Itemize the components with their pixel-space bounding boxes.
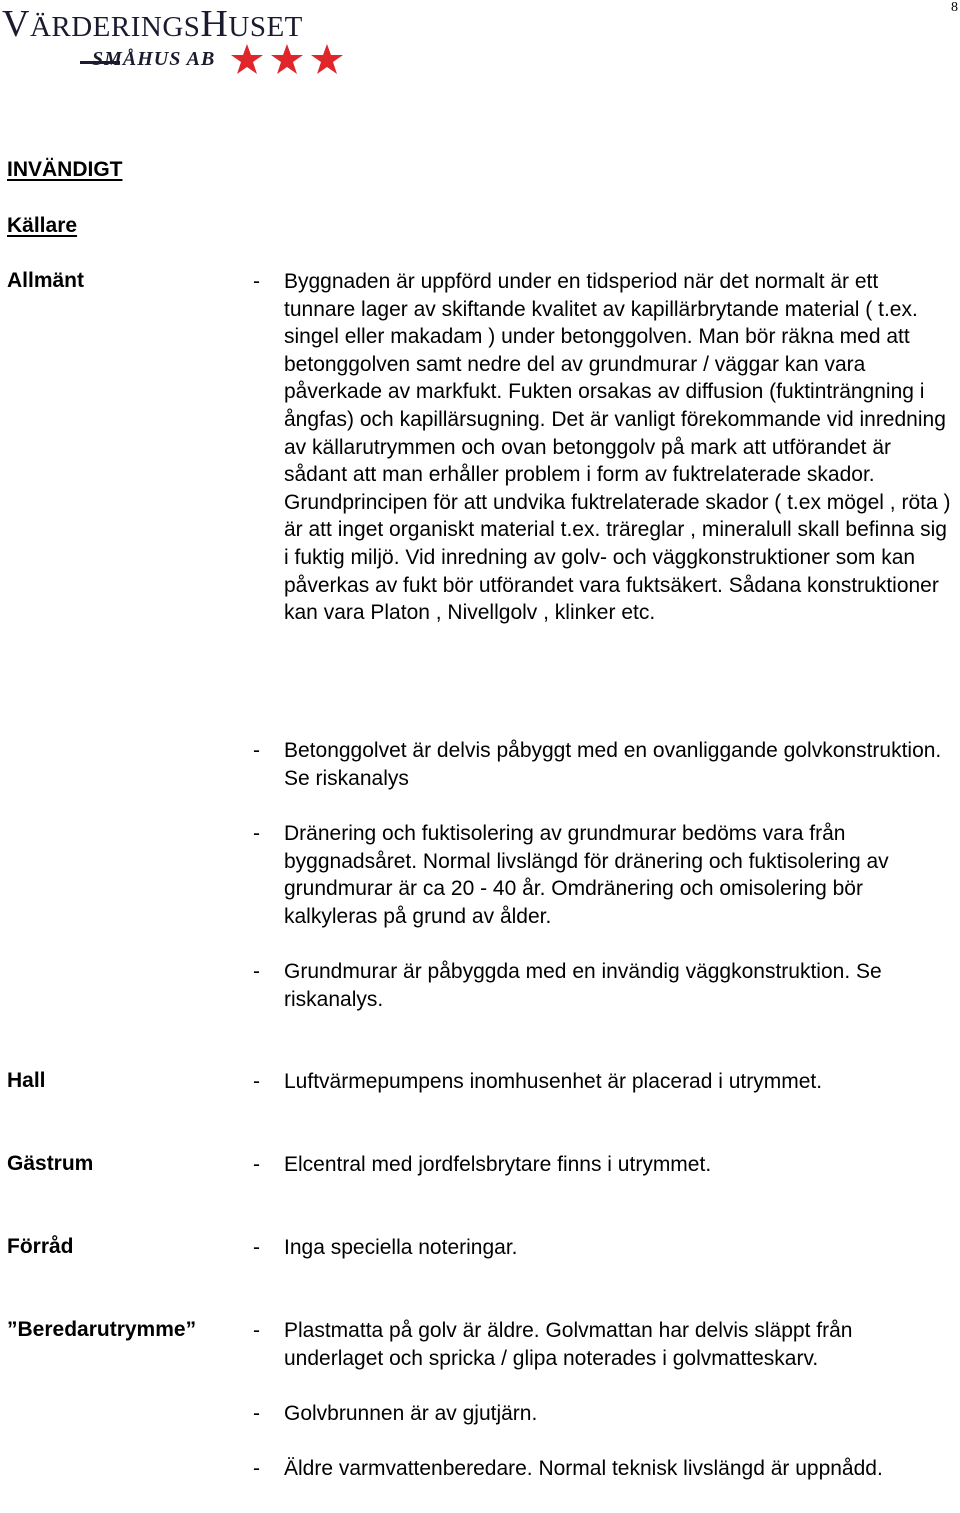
bullet-dash: - (253, 1402, 260, 1425)
bullet-dash: - (253, 1070, 260, 1093)
note-text: Äldre varmvattenberedare. Normal teknisk livslängd är uppnådd. (284, 1457, 883, 1480)
list-item (253, 1400, 953, 1428)
note-text: Golvbrunnen är av gjutjärn. (284, 1402, 538, 1425)
list-item (253, 1317, 953, 1372)
room-label-beredarutrymme: ”Beredarutrymme” (7, 1318, 197, 1341)
note-text: Grundmurar är påbyggda med en invändig väggkonstruktion. Se riskanalys. (284, 960, 882, 1011)
note-text: Byggnaden är uppförd under en tidsperiod när det normalt är ett tunnare lager av skiftande kvalitet av kapillärbrytande material ( t.ex. singel eller makadam ) under betonggolven. Man bör räkna med att betonggolven samt nedre del av grundmurar / väggar kan vara påverkade av markfukt. Fukten orsakas av diffusion (fuktinträngning i ångfas) och kapillärsugning. Det är vanligt förekommande vid inredning av källarutrymmen och ovan betonggolv på mark att utförandet är sådant att man erhåller problem i form av fuktrelaterade skador. Grundprincipen för att undvika fuktrelaterade skador ( t.ex mögel , röta ) är att inget organiskt material t.ex. träreglar , mineralull skall befinna sig i fuktig miljö. Vid inredning av golv- och väggkonstruktioner som kan påverkas av fukt bör utförandet vara fuktsäkert. Sådana konstruktioner kan vara Platon , Nivellgolv , klinker etc. (284, 270, 951, 625)
room-label-forrad: Förråd (7, 1235, 74, 1258)
note-text: Dränering och fuktisolering av grundmurar bedöms vara från byggnadsåret. Normal livslängd för dränering och fuktisolering av grundmurar är ca 20 - 40 år. Omdränering och omisolering bör kalkyleras på grund av ålder. (284, 822, 889, 928)
list-item (253, 737, 953, 792)
bullet-dash: - (253, 1319, 260, 1342)
logo-subtitle: SMÅHUS AB (92, 48, 216, 70)
room-label-hall: Hall (7, 1069, 46, 1092)
list-item (253, 1068, 953, 1096)
room-label-gastrum: Gästrum (7, 1152, 94, 1175)
subsection-heading: Källare (7, 214, 78, 237)
list-item (253, 1151, 953, 1179)
bullet-dash: - (253, 739, 260, 762)
note-text: Inga speciella noteringar. (284, 1236, 518, 1259)
bullet-dash: - (253, 1457, 260, 1480)
list-item (253, 268, 953, 627)
list-item (253, 1234, 953, 1262)
list-item (253, 958, 953, 1013)
bullet-dash: - (253, 1153, 260, 1176)
section-heading: INVÄNDIGT (7, 158, 123, 181)
list-item (253, 820, 953, 930)
page-number: 8 (951, 0, 958, 15)
room-label-allmant: Allmänt (7, 269, 85, 292)
note-text: Plastmatta på golv är äldre. Golvmattan har delvis släppt från underlaget och spricka / glipa noterades i golvmatteskarv. (284, 1319, 853, 1370)
logo-stars-icon (230, 42, 370, 80)
list-item (253, 1455, 953, 1483)
note-text: Betonggolvet är delvis påbyggt med en ovanliggande golvkonstruktion. Se riskanalys (284, 739, 942, 790)
note-text: Luftvärmepumpens inomhusenhet är placerad i utrymmet. (284, 1070, 823, 1093)
bullet-dash: - (253, 270, 260, 293)
note-text: Elcentral med jordfelsbrytare finns i utrymmet. (284, 1153, 712, 1176)
bullet-dash: - (253, 822, 260, 845)
company-logo (2, 4, 372, 76)
bullet-dash: - (253, 1236, 260, 1259)
logo-title: VÄRDERINGSHUSET (2, 3, 303, 45)
bullet-dash: - (253, 960, 260, 983)
